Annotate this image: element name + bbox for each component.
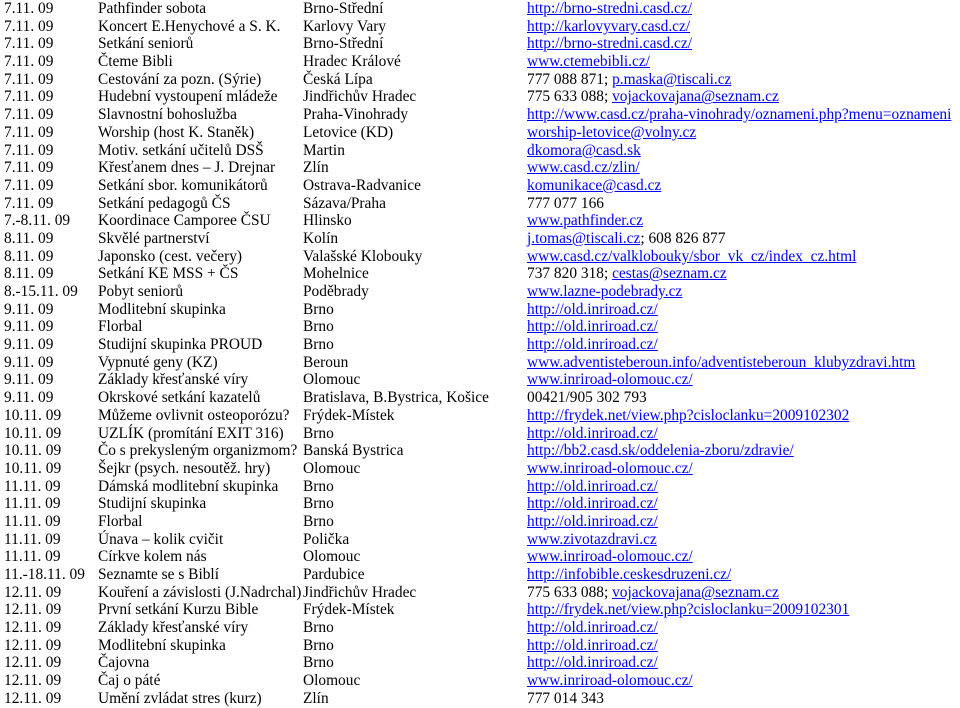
event-title: Japonsko (cest. večery) [98,247,243,265]
event-contact [527,336,658,354]
contact-link[interactable]: http://old.inriroad.cz/ [527,636,658,654]
event-title: Dámská modlitební skupinka [98,477,279,495]
event-row [0,478,960,496]
event-date: 10.11. 09 [4,459,62,477]
contact-link[interactable]: www.ctemebibli.cz/ [527,53,650,71]
event-contact [527,53,650,71]
event-contact [527,35,692,53]
event-date: 7.11. 09 [4,159,54,177]
contact-link[interactable]: http://frydek.net/view.php?cisloclanku=2009102301 [527,601,850,619]
contact-link[interactable]: http://karlovyvary.casd.cz/ [527,17,691,35]
event-contact [527,177,661,195]
event-row [0,106,960,124]
contact-link[interactable]: http://old.inriroad.cz/ [527,336,658,354]
event-row [0,159,960,177]
event-contact [527,637,658,655]
contact-link[interactable]: www.pathfinder.cz [527,212,644,230]
event-contact [527,88,779,106]
event-row [0,619,960,637]
event-row [0,265,960,283]
event-place: Poděbrady [303,283,369,300]
event-contact [527,301,658,319]
event-place: Martin [303,141,345,159]
event-place: Polička [303,530,350,548]
event-title: Základy křesťanské víry [98,619,249,637]
event-date: 10.11. 09 [4,442,62,460]
event-date: 11.11. 09 [4,495,61,513]
contact-text: 777 077 166 [527,194,604,212]
event-place: Jindřichův Hradec [303,583,417,601]
event-place: Hradec Králové [303,53,401,71]
event-row [0,0,960,18]
event-row [0,460,960,478]
contact-link[interactable]: www.casd.cz/zlin/ [527,159,640,177]
event-row [0,35,960,53]
event-place: Kolín [303,229,339,247]
contact-link[interactable]: http://www.casd.cz/praha-vinohrady/oznameni.php?menu=oznameni [527,106,952,124]
event-contact [527,248,856,266]
contact-link[interactable]: komunikace@casd.cz [527,176,662,194]
event-place: Frýdek-Místek [303,406,395,424]
event-place: Brno [303,336,334,354]
event-row [0,354,960,372]
event-row [0,230,960,248]
event-contact [527,531,657,549]
event-row [0,584,960,602]
event-title: První setkání Kurzu Bible [98,601,259,619]
contact-link[interactable]: http://bb2.casd.sk/oddelenia-zboru/zdravie/ [527,442,794,460]
event-title: Koncert E.Henychové a S. K. [98,17,281,35]
event-contact [527,601,849,619]
event-title: Čaj o páté [98,672,161,690]
event-row [0,442,960,460]
contact-link[interactable]: www.casd.cz/valklobouky/sbor_vk_cz/index_cz.html [527,247,857,265]
event-contact [527,159,640,177]
event-contact [527,654,658,672]
event-row [0,124,960,142]
contact-link[interactable]: http://old.inriroad.cz/ [527,654,658,672]
event-date: 8.-15.11. 09 [4,283,78,300]
event-place: Pardubice [303,566,365,583]
event-date: 12.11. 09 [4,583,62,601]
event-row [0,407,960,425]
event-title: Čajovna [98,654,150,672]
event-title: Pathfinder sobota [98,0,207,17]
event-row [0,690,960,708]
event-title: Studijní skupinka PROUD [98,336,263,354]
event-date: 8.11. 09 [4,229,54,247]
event-title: Modlitební skupinka [98,300,226,318]
event-row [0,301,960,319]
event-title: Čo s prekysleným organizmom? [98,442,298,460]
contact-link[interactable]: http://brno-stredni.casd.cz/ [527,0,692,17]
event-date: 9.11. 09 [4,336,54,354]
event-date: 11.11. 09 [4,512,61,530]
contact-link[interactable]: http://brno-stredni.casd.cz/ [527,35,692,53]
event-row [0,248,960,266]
event-place: Bratislava, B.Bystrica, Košice [303,389,489,407]
event-date: 10.11. 09 [4,424,62,442]
contact-link[interactable]: http://old.inriroad.cz/ [527,300,658,318]
contact-link[interactable]: worship-letovice@volny.cz [527,123,697,141]
event-row [0,513,960,531]
event-date: 10.11. 09 [4,406,62,424]
event-place: Hlinsko [303,212,352,230]
event-contact [527,318,658,336]
event-place: Brno [303,495,334,513]
event-title: Křesťanem dnes – J. Drejnar [98,159,276,177]
event-title: Setkání seniorů [98,35,194,53]
contact-link[interactable]: vojackovajana@seznam.cz [612,88,779,106]
contact-link[interactable]: http://old.inriroad.cz/ [527,512,658,530]
event-title: UZLÍK (promítání EXIT 316) [98,424,284,442]
event-contact [527,354,915,372]
event-date: 7.11. 09 [4,70,54,88]
event-place: Zlín [303,159,329,177]
event-contact [527,513,658,531]
event-contact [527,371,693,389]
event-contact [527,212,643,230]
contact-link[interactable]: http://old.inriroad.cz/ [527,318,658,336]
event-row [0,371,960,389]
contact-link[interactable]: www.inriroad-olomouc.cz/ [527,672,693,690]
event-row [0,566,960,584]
event-place: Brno-Střední [303,35,384,53]
event-place: Frýdek-Místek [303,601,395,619]
event-place: Brno [303,300,334,318]
event-title: Základy křesťanské víry [98,371,249,389]
event-contact [527,230,725,248]
event-row [0,88,960,106]
event-date: 9.11. 09 [4,318,54,336]
event-row [0,495,960,513]
event-row [0,637,960,655]
event-date: 12.11. 09 [4,654,62,672]
event-date: 7.11. 09 [4,17,54,35]
event-place: Banská Bystrica [303,442,404,460]
event-date: 12.11. 09 [4,601,62,619]
contact-text: ; 608 826 877 [640,229,726,247]
event-row [0,142,960,160]
event-date: 7.11. 09 [4,88,54,106]
event-place: Olomouc [303,459,361,477]
contact-link[interactable]: www.inriroad-olomouc.cz/ [527,459,693,477]
contact-text: 775 633 088; [527,88,613,106]
contact-link[interactable]: http://old.inriroad.cz/ [527,477,658,495]
event-title: Setkání KE MSS + ČS [98,265,239,283]
contact-text: 775 633 088; [527,583,613,601]
event-row [0,195,960,213]
event-title: Studijní skupinka [98,495,207,513]
event-date: 11.-18.11. 09 [4,566,85,583]
event-contact [527,106,951,124]
event-title: Umění zvládat stres (kurz) [98,689,262,707]
contact-link[interactable]: www.lazne-podebrady.cz [527,283,683,300]
event-contact [527,142,641,160]
event-contact [527,584,779,602]
event-date: 12.11. 09 [4,672,62,690]
event-title: Koordinace Camporee ČSU [98,212,271,230]
contact-link[interactable]: http://infobible.ceskesdruzeni.cz/ [527,566,732,583]
event-row [0,318,960,336]
contact-link[interactable]: j.tomas@tiscali.cz [527,229,641,247]
event-contact [527,407,849,425]
event-place: Beroun [303,353,349,371]
event-title: Setkání sbor. komunikátorů [98,176,268,194]
event-place: Jindřichův Hradec [303,88,417,106]
event-place: Letovice (KD) [303,123,394,141]
contact-link[interactable]: http://old.inriroad.cz/ [527,495,658,513]
event-place: Olomouc [303,672,361,690]
event-date: 9.11. 09 [4,389,54,407]
event-row [0,601,960,619]
event-date: 11.11. 09 [4,477,61,495]
event-row [0,425,960,443]
event-row [0,177,960,195]
event-title: Čteme Bibli [98,53,173,71]
event-contact [527,566,731,584]
contact-text: 777 014 343 [527,689,604,707]
event-date: 7.-8.11. 09 [4,212,71,230]
contact-link[interactable]: dkomora@casd.sk [527,141,641,159]
contact-link[interactable]: www.inriroad-olomouc.cz/ [527,548,693,566]
event-title: Hudební vystoupení mládeže [98,88,278,106]
event-contact [527,672,693,690]
event-contact [527,619,658,637]
event-date: 11.11. 09 [4,548,61,566]
event-place: Brno [303,424,334,442]
event-date: 7.11. 09 [4,35,54,53]
event-date: 12.11. 09 [4,636,62,654]
event-contact [527,71,731,89]
event-place: Zlín [303,689,329,707]
event-title: Florbal [98,318,143,336]
contact-text: 737 820 318; [527,265,613,283]
event-date: 7.11. 09 [4,106,54,124]
event-contact [527,18,690,36]
event-place: Ostrava-Radvanice [303,176,421,194]
event-place: Brno [303,619,334,637]
event-row [0,71,960,89]
contact-link[interactable]: http://old.inriroad.cz/ [527,619,658,637]
event-contact [527,690,604,708]
event-date: 12.11. 09 [4,619,62,637]
event-date: 7.11. 09 [4,141,54,159]
event-place: Brno [303,318,334,336]
event-date: 7.11. 09 [4,53,54,71]
event-row [0,336,960,354]
event-date: 7.11. 09 [4,123,54,141]
event-row [0,531,960,549]
event-title: Setkání pedagogů ČS [98,194,231,212]
event-place: Brno-Střední [303,0,384,17]
event-date: 8.11. 09 [4,265,54,283]
event-place: Olomouc [303,548,361,566]
event-title: Skvělé partnerství [98,229,210,247]
event-title: Kouření a závislosti (J.Nadrchal) [98,583,302,601]
event-place: Česká Lípa [303,70,373,88]
event-contact [527,548,693,566]
event-contact [527,124,696,142]
event-contact [527,425,658,443]
event-title: Worship (host K. Staněk) [98,123,255,141]
event-date: 9.11. 09 [4,353,54,371]
event-title: Vypnuté geny (KZ) [98,353,218,371]
event-contact [527,283,682,301]
contact-link[interactable]: p.maska@tiscali.cz [612,70,732,88]
event-row [0,283,960,301]
contact-link[interactable]: www.inriroad-olomouc.cz/ [527,371,693,389]
event-title: Seznamte se s Biblí [98,566,219,583]
contact-link[interactable]: cestas@seznam.cz [612,265,727,283]
event-place: Brno [303,636,334,654]
event-title: Cestování za pozn. (Sýrie) [98,70,262,88]
contact-text: 00421/905 302 793 [527,389,647,407]
event-contact [527,389,647,407]
event-contact [527,442,794,460]
event-contact [527,460,693,478]
event-date: 7.11. 09 [4,194,54,212]
event-row [0,212,960,230]
event-place: Brno [303,654,334,672]
event-title: Únava – kolik cvičit [98,530,224,548]
event-date: 9.11. 09 [4,300,54,318]
event-title: Pobyt seniorů [98,283,184,300]
event-date: 12.11. 09 [4,689,62,707]
event-title: Motiv. setkání učitelů DSŠ [98,141,264,159]
event-row [0,654,960,672]
event-contact [527,265,727,283]
event-title: Církve kolem nás [98,548,207,566]
event-row [0,18,960,36]
event-date: 9.11. 09 [4,371,54,389]
event-row [0,53,960,71]
event-date: 7.11. 09 [4,0,54,17]
contact-text: 777 088 871; [527,70,613,88]
event-contact [527,478,658,496]
event-place: Karlovy Vary [303,17,387,35]
event-row [0,548,960,566]
contact-link[interactable]: http://frydek.net/view.php?cisloclanku=2009102302 [527,406,850,424]
contact-link[interactable]: www.zivotazdravi.cz [527,530,657,548]
event-date: 8.11. 09 [4,247,54,265]
contact-link[interactable]: www.adventisteberoun.info/adventisteberoun_klubyzdravi.htm [527,353,916,371]
event-title: Florbal [98,512,143,530]
event-title: Můžeme ovlivnit osteoporózu? [98,406,290,424]
event-place: Mohelnice [303,265,369,283]
event-date: 11.11. 09 [4,530,61,548]
event-place: Sázava/Praha [303,194,386,212]
event-row [0,389,960,407]
event-title: Okrskové setkání kazatelů [98,389,261,407]
event-place: Olomouc [303,371,361,389]
contact-link[interactable]: http://old.inriroad.cz/ [527,424,658,442]
event-contact [527,495,658,513]
event-place: Valašské Klobouky [303,247,423,265]
event-title: Modlitební skupinka [98,636,226,654]
contact-link[interactable]: vojackovajana@seznam.cz [612,583,779,601]
event-row [0,672,960,690]
event-date: 7.11. 09 [4,176,54,194]
event-title: Slavnostní bohoslužba [98,106,237,124]
event-place: Brno [303,477,334,495]
event-place: Praha-Vinohrady [303,106,409,124]
event-place: Brno [303,512,334,530]
event-contact [527,195,604,213]
event-contact [527,0,692,18]
event-title: Šejkr (psych. nesoutěž. hry) [98,459,271,477]
